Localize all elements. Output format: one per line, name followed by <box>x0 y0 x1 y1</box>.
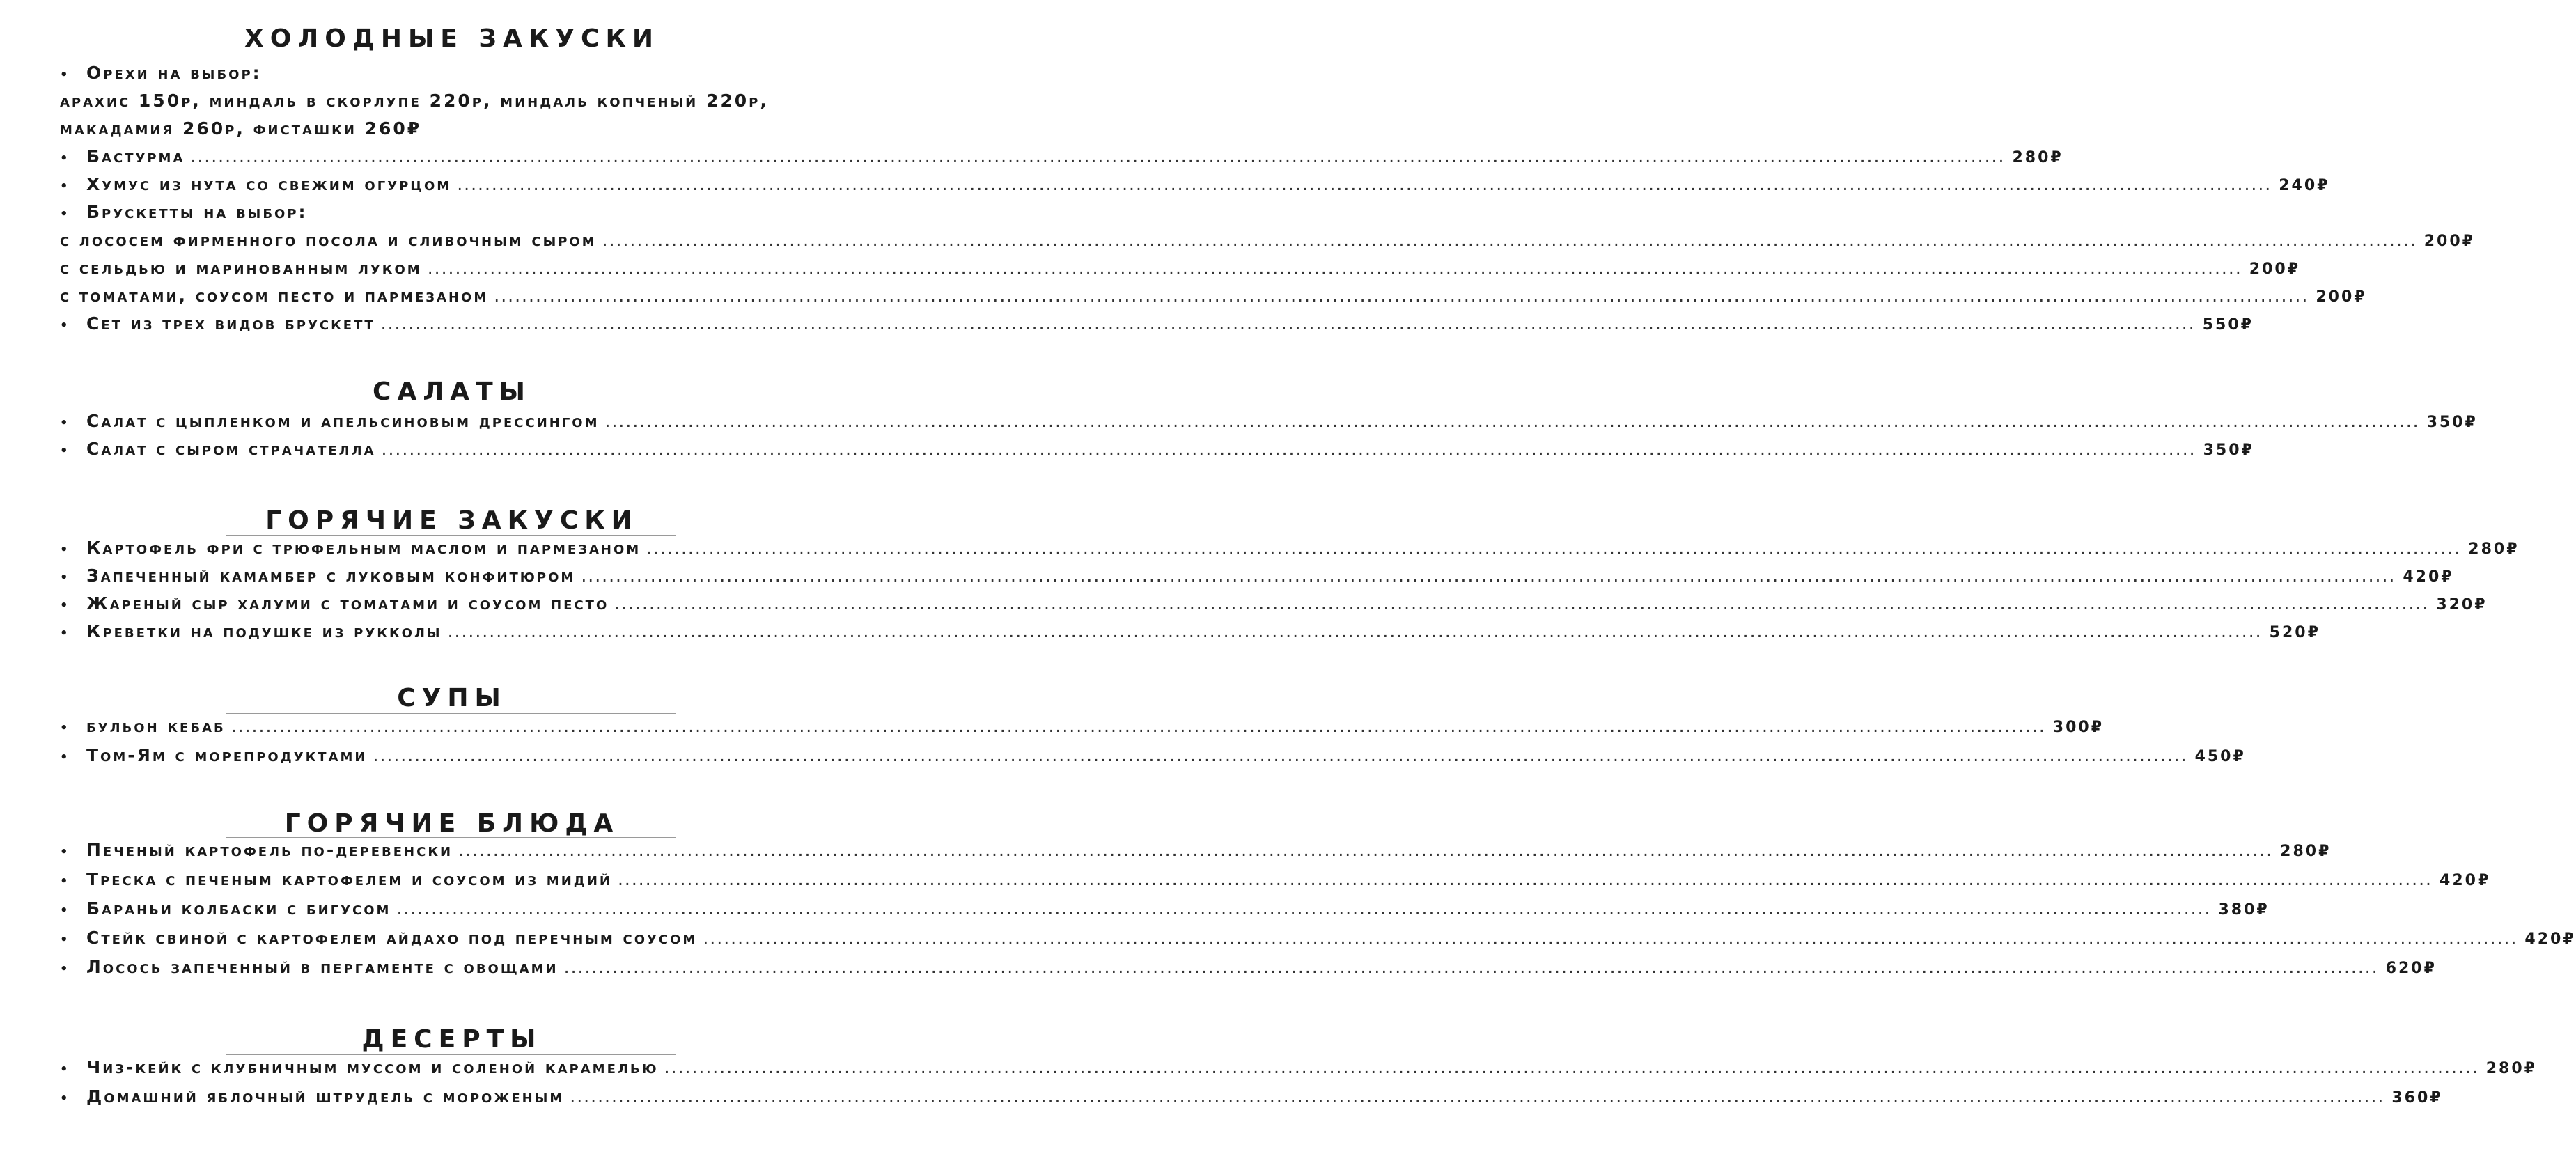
item-name: Картофель фри с трюфельным маслом и пармезаном <box>86 538 641 558</box>
item-price: 420₽ <box>2440 872 2491 889</box>
dot-leader <box>646 538 2461 559</box>
dot-leader <box>457 174 2272 195</box>
menu-item-detail: макадамия 260р, фисташки 260₽ <box>60 118 422 139</box>
bullet: • <box>60 416 70 430</box>
dot-leader <box>605 411 2420 432</box>
section-title-cold-appetizers: ХОЛОДНЫЕ ЗАКУСКИ <box>244 24 660 53</box>
bullet: • <box>60 444 70 458</box>
menu-item <box>60 63 837 84</box>
bullet: • <box>60 721 70 735</box>
bullet: • <box>60 68 70 82</box>
section-title-salads: САЛАТЫ <box>373 377 531 406</box>
dot-leader <box>381 313 2196 334</box>
menu-item <box>60 258 2301 279</box>
bullet: • <box>60 318 70 333</box>
bullet: • <box>60 543 70 557</box>
section-divider <box>226 837 676 838</box>
item-price: 360₽ <box>2391 1089 2443 1107</box>
item-price: 280₽ <box>2468 540 2520 558</box>
section-divider <box>226 713 676 714</box>
menu-item <box>60 840 2332 861</box>
item-name: с томатами, соусом песто и пармезаном <box>60 286 489 306</box>
bullet: • <box>60 750 70 765</box>
item-price: 350₽ <box>2426 414 2478 431</box>
dot-leader <box>190 146 2005 167</box>
item-name: Салат с сыром страчателла <box>86 439 376 459</box>
dot-leader <box>664 1057 2479 1078</box>
menu-item <box>60 621 2320 642</box>
section-title-hot-appetizers: ГОРЯЧИЕ ЗАКУСКИ <box>265 506 639 535</box>
item-name: Бастурма <box>86 146 185 166</box>
section-divider <box>226 1054 676 1055</box>
bullet: • <box>60 598 70 613</box>
menu-item <box>60 957 2437 978</box>
item-name: Лосось запеченный в пергаменте с овощами <box>86 957 559 977</box>
dot-leader <box>396 898 2211 919</box>
item-price: 420₽ <box>2524 930 2576 948</box>
menu-item <box>60 928 2576 949</box>
menu-item <box>60 593 2488 614</box>
item-price: 620₽ <box>2385 960 2437 977</box>
dot-leader <box>614 593 2429 614</box>
menu-item <box>60 1086 2443 1107</box>
item-price: 200₽ <box>2423 233 2475 250</box>
dot-leader <box>602 230 2417 251</box>
item-price: 450₽ <box>2194 748 2246 765</box>
item-price: 280₽ <box>2012 149 2063 166</box>
menu-item-detail: арахис 150р, миндаль в скорлупе 220р, миндаль копченый 220р, <box>60 91 769 111</box>
item-name: Орехи на выбор: <box>86 63 262 83</box>
menu-item <box>60 538 2520 559</box>
menu-item <box>60 411 2478 432</box>
dot-leader <box>570 1086 2384 1107</box>
item-name: Салат с цыпленком и апельсиновым дрессингом <box>86 411 600 431</box>
item-name: Том-Ям с морепродуктами <box>86 745 368 765</box>
bullet: • <box>60 933 70 947</box>
section-divider <box>226 535 676 536</box>
item-name: Брускетты на выбор: <box>86 202 308 222</box>
item-price: 280₽ <box>2485 1060 2537 1077</box>
menu-item <box>60 716 2105 737</box>
bullet: • <box>60 845 70 859</box>
item-name: Хумус из нута со свежим огурцом <box>86 174 452 194</box>
item-name: Креветки на подушке из рукколы <box>86 621 442 641</box>
bullet: • <box>60 626 70 641</box>
menu-item <box>60 286 2367 306</box>
section-title-soups: СУПЫ <box>397 684 507 712</box>
item-price: 200₽ <box>2249 260 2301 278</box>
menu-item <box>60 439 2254 460</box>
menu-item <box>60 869 2491 890</box>
bullet: • <box>60 151 70 166</box>
section-divider <box>194 58 643 59</box>
item-name: с лососем фирменного посола и сливочным сыром <box>60 230 597 250</box>
item-price: 420₽ <box>2403 568 2454 586</box>
item-name: Запеченный камамбер с луковым конфитюром <box>86 566 576 586</box>
dot-leader <box>428 258 2242 279</box>
menu-item <box>60 202 837 223</box>
bullet: • <box>60 207 70 221</box>
item-name: Стейк свиной с картофелем айдахо под перечным соусом <box>86 928 698 948</box>
menu-item <box>60 174 2330 195</box>
item-name: Жареный сыр халуми с томатами и соусом песто <box>86 593 609 614</box>
item-name: Треска с печеным картофелем и соусом из мидий <box>86 869 612 889</box>
item-name: Сет из трех видов брускетт <box>86 313 375 334</box>
dot-leader <box>458 840 2273 861</box>
item-name: Печеный картофель по-деревенски <box>86 840 453 860</box>
dot-leader <box>448 621 2263 642</box>
item-price: 300₽ <box>2052 719 2105 736</box>
dot-leader <box>373 745 2188 766</box>
bullet: • <box>60 570 70 585</box>
menu-item <box>60 1057 2537 1078</box>
section-title-main-dishes: ГОРЯЧИЕ БЛЮДА <box>284 809 620 838</box>
item-price: 350₽ <box>2203 442 2254 459</box>
item-price: 520₽ <box>2269 624 2320 641</box>
item-name: с сельдью и маринованным луком <box>60 258 422 278</box>
item-price: 320₽ <box>2436 596 2488 614</box>
item-name: Домашний яблочный штрудель с мороженым <box>86 1086 565 1107</box>
bullet: • <box>60 1091 70 1106</box>
bullet: • <box>60 903 70 918</box>
item-name: бульон кебаб <box>86 716 226 736</box>
dot-leader <box>618 869 2433 890</box>
item-price: 550₽ <box>2202 316 2254 334</box>
bullet: • <box>60 962 70 976</box>
item-price: 240₽ <box>2279 177 2330 194</box>
bullet: • <box>60 179 70 194</box>
item-price: 280₽ <box>2280 843 2332 860</box>
dot-leader <box>494 286 2309 306</box>
dot-leader <box>703 928 2518 949</box>
item-price: 200₽ <box>2316 288 2367 306</box>
bullet: • <box>60 874 70 889</box>
bullet: • <box>60 1062 70 1077</box>
dot-leader <box>564 957 2379 978</box>
item-name: Бараньи колбаски с бигусом <box>86 898 391 919</box>
dot-leader <box>581 566 2396 586</box>
item-name: Чиз-кейк с клубничным муссом и соленой карамелью <box>86 1057 659 1077</box>
menu-item <box>60 313 2254 334</box>
item-price: 380₽ <box>2218 901 2270 919</box>
dot-leader <box>382 439 2196 460</box>
menu-item <box>60 230 2475 251</box>
menu-item <box>60 566 2454 586</box>
menu-item <box>60 146 2063 167</box>
section-title-desserts: ДЕСЕРТЫ <box>361 1025 542 1054</box>
menu-item <box>60 898 2270 919</box>
menu-item <box>60 745 2246 766</box>
dot-leader <box>231 716 2046 737</box>
